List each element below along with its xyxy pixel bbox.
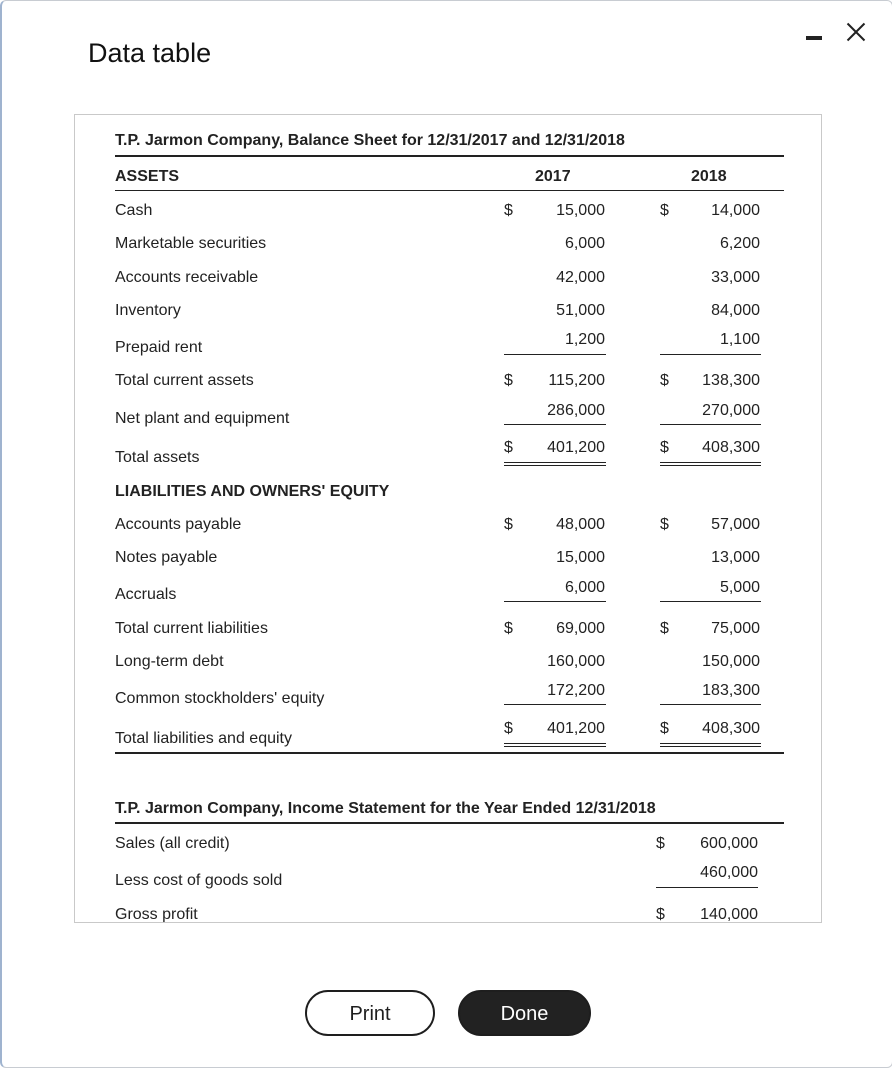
- total-rule-2018: [660, 704, 761, 705]
- value-2018: 183,300: [702, 682, 760, 699]
- assets-header: ASSETS: [115, 168, 180, 185]
- value-2017: 42,000: [556, 269, 605, 286]
- total-rule-2017: [504, 704, 606, 705]
- income-statement-title: T.P. Jarmon Company, Income Statement for the Year Ended 12/31/2018: [115, 800, 656, 817]
- currency-symbol: $: [504, 720, 513, 737]
- income-value: 460,000: [700, 864, 758, 881]
- col-2018-header: 2018: [691, 168, 727, 185]
- currency-symbol: $: [660, 202, 669, 219]
- currency-symbol: $: [504, 372, 513, 389]
- row-label: Prepaid rent: [115, 339, 203, 356]
- currency-symbol: $: [660, 516, 669, 533]
- row-label: Marketable securities: [115, 235, 267, 252]
- value-2018: 57,000: [711, 516, 760, 533]
- total-rule-2017: [504, 601, 606, 602]
- total-rule-2017: [504, 424, 606, 425]
- value-2017: 48,000: [556, 516, 605, 533]
- print-button[interactable]: Print: [305, 990, 435, 1036]
- row-label: Sales (all credit): [115, 835, 230, 852]
- row-label: Accounts receivable: [115, 269, 259, 286]
- currency-symbol: $: [504, 439, 513, 456]
- currency-symbol: $: [656, 835, 665, 852]
- total-rule-2017: [504, 462, 606, 466]
- value-2017: 6,000: [564, 235, 605, 252]
- value-2018: 138,300: [702, 372, 760, 389]
- value-2018: 408,300: [702, 439, 760, 456]
- value-2018: 33,000: [711, 269, 760, 286]
- close-icon[interactable]: [844, 20, 868, 44]
- currency-symbol: $: [660, 720, 669, 737]
- value-2018: 270,000: [702, 402, 760, 419]
- currency-symbol: $: [660, 439, 669, 456]
- value-2018: 84,000: [711, 302, 760, 319]
- value-2017: 69,000: [556, 620, 605, 637]
- dialog-title: Data table: [88, 38, 212, 68]
- total-rule-2018: [660, 424, 761, 425]
- total-rule-2018: [660, 743, 761, 747]
- row-label: Notes payable: [115, 549, 218, 566]
- value-2018: 5,000: [719, 579, 760, 596]
- value-2017: 51,000: [556, 302, 605, 319]
- currency-symbol: $: [660, 620, 669, 637]
- balance-sheet-title: T.P. Jarmon Company, Balance Sheet for 12/31/2017 and 12/31/2018: [115, 132, 625, 149]
- row-label: Total liabilities and equity: [115, 730, 292, 747]
- value-2017: 6,000: [564, 579, 605, 596]
- total-rule-2018: [660, 462, 761, 466]
- income-value: 600,000: [700, 835, 758, 852]
- value-2018: 14,000: [711, 202, 760, 219]
- minimize-icon[interactable]: [806, 36, 822, 40]
- row-label: Total assets: [115, 449, 200, 466]
- row-label: Long-term debt: [115, 653, 224, 670]
- value-2017: 160,000: [547, 653, 605, 670]
- total-rule: [656, 887, 758, 888]
- currency-symbol: $: [504, 202, 513, 219]
- value-2017: 15,000: [556, 549, 605, 566]
- row-label: Net plant and equipment: [115, 410, 290, 427]
- row-label: Gross profit: [115, 906, 198, 923]
- column-header-rule: [115, 190, 784, 191]
- total-rule-2017: [504, 354, 606, 355]
- row-label: Accounts payable: [115, 516, 242, 533]
- currency-symbol: $: [504, 516, 513, 533]
- col-2017-header: 2017: [535, 168, 571, 185]
- total-rule-2018: [660, 601, 761, 602]
- header-rule: [115, 155, 784, 157]
- row-label: Total current liabilities: [115, 620, 268, 637]
- value-2017: 115,200: [548, 372, 605, 389]
- value-2017: 172,200: [547, 682, 605, 699]
- data-table-panel: [74, 114, 822, 923]
- value-2017: 401,200: [547, 720, 605, 737]
- value-2018: 408,300: [702, 720, 760, 737]
- currency-symbol: $: [656, 906, 665, 923]
- row-label: Less cost of goods sold: [115, 872, 283, 889]
- row-label: Total current assets: [115, 372, 254, 389]
- value-2018: 1,100: [719, 331, 760, 348]
- row-label: Inventory: [115, 302, 181, 319]
- row-label: LIABILITIES AND OWNERS' EQUITY: [115, 483, 390, 500]
- value-2017: 15,000: [556, 202, 605, 219]
- value-2018: 6,200: [719, 235, 760, 252]
- value-2018: 13,000: [711, 549, 760, 566]
- value-2018: 75,000: [711, 620, 760, 637]
- row-label: Cash: [115, 202, 153, 219]
- currency-symbol: $: [504, 620, 513, 637]
- value-2017: 1,200: [564, 331, 605, 348]
- value-2017: 286,000: [547, 402, 605, 419]
- balance-sheet-bottom-rule: [115, 752, 784, 754]
- currency-symbol: $: [660, 372, 669, 389]
- total-rule-2017: [504, 743, 606, 747]
- value-2017: 401,200: [547, 439, 605, 456]
- done-button[interactable]: Done: [458, 990, 591, 1036]
- income-header-rule: [115, 822, 784, 824]
- row-label: Accruals: [115, 586, 177, 603]
- value-2018: 150,000: [702, 653, 760, 670]
- income-value: 140,000: [700, 906, 758, 923]
- row-label: Common stockholders' equity: [115, 690, 325, 707]
- total-rule-2018: [660, 354, 761, 355]
